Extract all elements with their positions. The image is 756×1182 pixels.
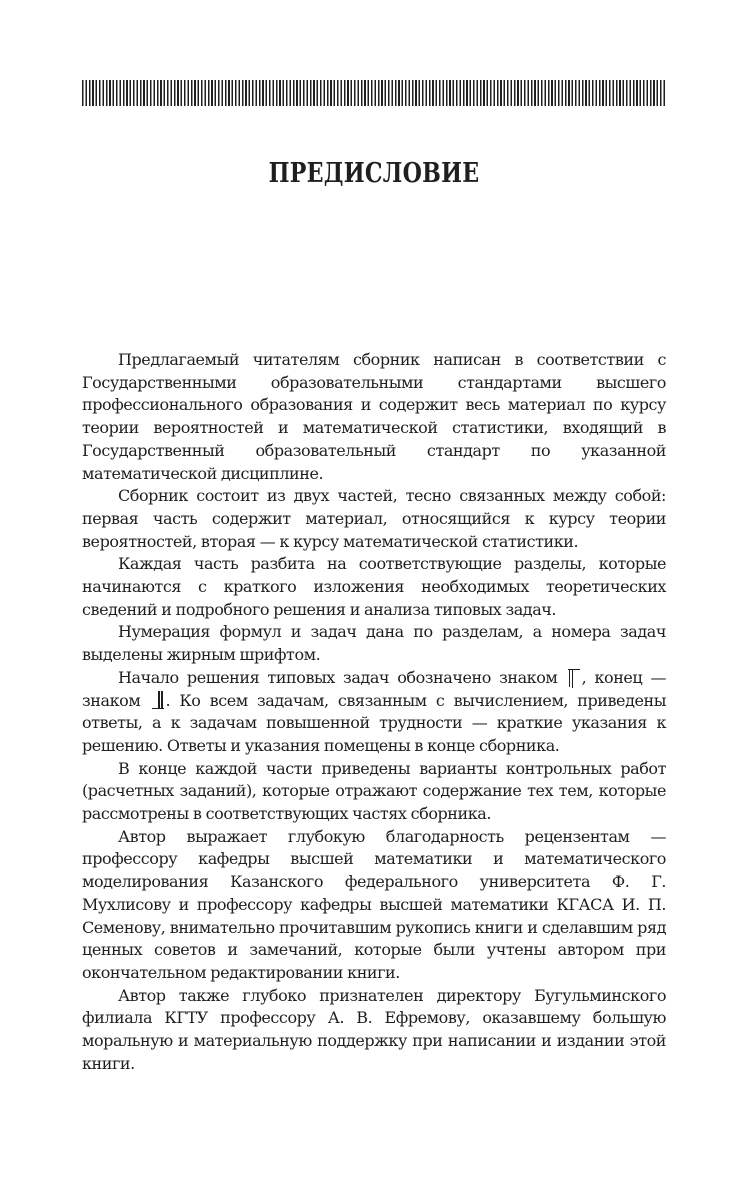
paragraph-1: Предлагаемый читателям сборник написан в соответствии с Государственными образовательными стандартами высшего профессионального образования и содержит весь материал по курсу теории вероятностей и математической статистики, входящий в Государственный образовательный стандарт по указанной математической дисциплине. (82, 350, 666, 483)
paragraph-5-part-b: , конец — знаком (82, 667, 667, 710)
page-title: ПРЕДИСЛОВИЕ (268, 158, 480, 190)
paragraph-8: Автор также глубоко признателен директору Бугульминского филиала КГТУ профессору А. В. Ефремову, оказавшему большую моральную и материальную поддержку при написании и издании этой книги. (82, 985, 666, 1073)
paragraph-3: Каждая часть разбита на соответствующие разделы, которые начинаются с краткого изложения необходимых теоретических сведений и подробного решения и анализа типовых задач. (82, 554, 666, 619)
paragraph-5 (82, 667, 666, 758)
solution-end-icon (152, 692, 164, 709)
paragraph-6: В конце каждой части приведены варианты контрольных работ (расчетных заданий), которые отражают содержание тех тем, которые рассмотрены в соответствующих частях сборника. (82, 758, 666, 824)
preface-body (82, 349, 666, 1076)
solution-start-icon (568, 669, 580, 686)
paragraph-4: Нумерация формул и задач дана по разделам, а номера задач выделены жирным шрифтом. (82, 622, 666, 665)
paragraph-7: Автор выражает глубокую благодарность рецензентам — профессору кафедры высшей математики и математического моделирования Казанского федерального университета Ф. Г. Мухлисову и профессору кафедры высшей математики КГАСА И. П. Семенову, внимательно прочитавшим рукопись книги и сделавшим ряд ценных советов и замечаний, которые были учтены автором при окончательном редактировании книги. (82, 826, 666, 982)
header-decorative-band (82, 80, 666, 106)
paragraph-5-part-a: Начало решения типовых задач обозначено знаком (118, 667, 558, 687)
paragraph-5-part-c: . Ко всем задачам, связанным с вычислением, приведены ответы, а к задачам повышенной трудности — краткие указания к решению. Ответы и указания помещены в конце сборника. (82, 690, 666, 755)
paragraph-2: Сборник состоит из двух частей, тесно связанных между собой: первая часть содержит материал, относящийся к курсу теории вероятностей, вторая — к курсу математической статистики. (82, 486, 666, 551)
